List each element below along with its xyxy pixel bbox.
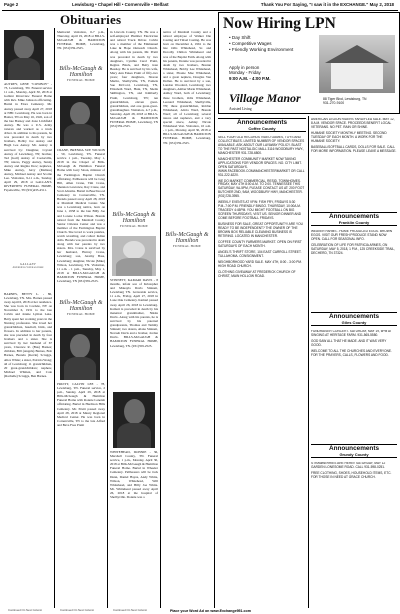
paper-title: Lewisburg • Chapel Hill • Cornersville • Belfast — [72, 2, 169, 7]
portrait-photo — [60, 328, 100, 380]
ad-benefit: • Friendly Working Environment — [229, 47, 294, 53]
obit-continued: Memorial visitation, 6-7 p.m., Thursday, April 19, 2018 at BILLS-McGAUGH & HAMILTON FUNERAL HOME, Lewisburg, TN. (931)359-2525. — [57, 30, 105, 51]
obit-barnes: BARNES, BETTY L. - 86, Lewisburg, TN. Mrs. Barnes passed away April 6, 2018 at her residence. She was born in Cordele, NY on November 6, 1931 to the late Calvin and Jennie Lyman Lake. Betty spent her working years in the Nursing profession. She loved her grandchildren, baseball, birds, and flowers. In addition to her parents, she was preceded in death by four brothers and a sister. She is survived by her husband of 67 years, Clarence R. (Bus) Barnes; children, Bill (Angela) Barnes, Bob Barnes, Brenda (Kevin) Scruggs, Alice White; a sister, Patricia Wong; all of Lewisburg; 11 grandchildren, 20 great-grandchildren; nephew, Michael Whitten, and Cole (Rachelle) Scruggs, Ben Barnes. — [4, 292, 52, 378]
apply-days: Monday - Friday — [229, 70, 261, 76]
funeral-home-logo — [163, 232, 211, 254]
funeral-home-name: Bills-McGaugh & Hamilton — [59, 66, 103, 78]
continued-note-3: Continued On Next Column — [113, 608, 148, 612]
village-manor-logo — [229, 89, 301, 111]
funeral-home-sub: FUNERAL HOME — [66, 78, 96, 82]
ad-benefit: • Day Shift — [229, 35, 251, 40]
portrait-photo — [113, 392, 155, 448]
classified-item: CELEBRATION OF LIFE FOR PATRICIA ARMES, ON SATURDAY, MAY 5, 2018, 1 P.M., 125 CREEKSIDE TRAIL, DECHERD, TN 37324. — [311, 242, 396, 255]
classified-item: WEEKLY EVENTS AT VFW: FISH FRY, FRIDAYS 5:30 P.M.-7:00 P.M. FRIENDLY BINGO. THURSDAY, 10:00A.M. TRAGEDY 4:45PM. YOU MIGHT FOOTBALL ON BIG SCREEN THURSDAYS, VISIT US. SENIOR DINNER AND COME BEFORE FOOTBALL FRIDAYS. — [218, 200, 302, 221]
classified-item: GOD SAW ALL THAT HE MADE. AND IT WAS VERY GOOD. — [311, 338, 387, 347]
column-rule — [214, 28, 215, 608]
section-header-coffee — [218, 118, 306, 132]
classified-item: STRAWBERRIES ARE HERE!! SATURDAY, MAY 12 GARDEN LONESOME ROAD. CALL 931-598-0251. — [311, 462, 386, 469]
obit-whitehead-cont: native of Marshall County and a retired employee of Walker Die Casting and Tittsel Casting. He was born on December 4, 1961 to the late Odis Whitehead, Sr. and Dorothy Chilton Whitehead and was of the Baptist Faith. Along with his parents, Donnie was preceded in death by two brothers, Bonnie Whitehead, Bobby Lee Whitehead, a sister, Phonie Mae Whitehead, and a great nephew, Douglas Van Dollen. He is survived by a son, Landon Woodard, Lewisburg; two daughters, Amber Marie Whitehead, Ashley Ward, both of Lewisburg; three brothers, Odis Whitehead, Leonard Whitehead, Shelbyville, TN; three grandchildren, Robbie Whitehead, Alicia Ward, Brenda Ward; all of Lewisburg; several nieces and nephews, and a very special niece, Ashley Nicole Whitehead Vest. Visitation, 10 a.m. - 1 p.m., Monday, April 30, 2018 at BILLS-McGAUGH & HAMILTON FUNERAL HOME, Lewisburg, TN. (931)359-2525. — [163, 30, 211, 145]
classified-item: FUNDRAISER CONCERT. SATURDAY, MAY 19, 6PM AT SINGING AT HERITAGE FARM. 931-565-5580. — [311, 330, 392, 337]
apply-line: Apply in person — [229, 65, 260, 70]
apply-hours: 9:00 A.M. - 4:00 P.M. — [229, 75, 271, 81]
classified-item: WEAVER FARMS - HOME PRODUCED EGGS. BROWN EGGS. VISIT OUR FRESH PRODUCE STAND NOW OPEN. CALL FOR SEASONAL INFO. — [311, 230, 393, 241]
classifieds-franklin — [311, 230, 397, 310]
section-header-label: Announcements — [236, 119, 288, 126]
page-number: Page 2 — [4, 2, 19, 7]
section-header-label: Announcements — [328, 445, 380, 452]
section-header-franklin — [311, 212, 397, 226]
classifieds-grundy — [311, 462, 397, 602]
classified-item: BASEBALL/SOFTBALL CARDS, DOLLS FOR SALE. CALL FOR MORE INFORMATION. PLEASE LEAVE A MESSAGE. — [311, 144, 397, 153]
obit-whitehead: WHITEHEAD, DONNIE - 36, Marshall County, TN. Funeral service, 1 p.m., Monday, April 30, 2018 at Bills-McGaugh & Hamilton Funeral Home. Burial in Wheeler Cemetery. Pallbearers will be Jack Dunn, Daniel Hayes, Andy White, Wilson, Whitehead, Will Whitehead, and Billy Joe White. Mr. Whitehead passed away April 26, 2018 at the hospital of Shelbyville. Donnie was a — [110, 450, 158, 500]
logo-text: Village Manor — [229, 91, 301, 105]
obit-stinnett: STINNETT, KAMARI DAVIS - 8 months, infant son of Kristopher and Makayla Davis Stinnett, Lewisburg TN. Graveside service, 11 a.m., Friday, April 27, 2018 in Lone Oak Cemetery. Kamari passed away April 26, 2018 in Lewisburg. Kamari is preceded in death by his maternal grandmother, Nikita Davis. Along with his parents, he is survived by his paternal grandparents, Thomas and Tammy Stinnett; two sisters, Alana Stinnett, Nevaeh Davis and a brother, Jordan Davis. BILLS-McGAUGH & HAMILTON FUNERAL HOME, Lewisburg, TN. (931)359-2525. — [110, 278, 158, 348]
classified-item: MANCHESTER COMMUNITY MARKET NOW TAKING APPLICATIONS FOR VENDOR SPACES. NO. CITY LIMIT. OPEN SATURDAYS. WWW.FACEBOOK.COM/MANCHESTERMARKET OR CALL 931-222-6220. — [218, 156, 305, 177]
portrait-photo — [60, 96, 100, 146]
column-rule — [107, 28, 108, 608]
obit-pruitt-cont: in Lincoln County, TN. He was a self-employed Plumber Electrician and retired Truck Driver. Calvin was a member of the Emmanuel Lake & Hope Outreach Church. Along with his parents, Mr. Pruitt was preceded in death by two daughters, Cynthia Carol Pruitt, Regina Black, and Betty Jean Beasley. He is survived by his wife, Mary Ann Eakes Pruitt of fifty-two years; four daughters, Sharon Martin, Shelbyville, TN, Pamela Sue McCord, Lewisburg, TN, Elizabeth Ward, Hunt, TN, Sheila Skillington, TN, and Kimberly Pruitt, Lewisburg, TN; ten grandchildren, eleven great-grandchildren, and one great-great-granddaughter. Visitation, 4-7 p.m., Saturday, April 28, 2018 at BILLS-McGAUGH & HAMILTON FUNERAL HOME, Lewisburg, TN (931)359-2525. — [110, 30, 158, 129]
funeral-home-logo — [57, 300, 105, 324]
classified-item: COFFEE COUNTY FARMERS MARKET. OPEN ON FIRST SATURDAYS OF EACH MONTH. — [218, 239, 302, 248]
funeral-home-sub: FUNERAL HOME — [172, 244, 202, 248]
classified-item: WE DO MARKET COMMERCIAL, RESID. TOWNHOMES. FRIDAY, MAY 4TH 8:00 A.M. TO 2:00. TENNESSEE THIS SATURDAY, 9A-5PM, PLEASE CONTACT US AT: 200 FOOT BUTCHER 2ND, 9AM, WOODBURY HWY, MANCHESTER. (931)728-3955. — [218, 178, 305, 199]
classified-item: CLOTHING GIVEAWAY AT FREDERICK CHURCH OF CHRIST, MAIN HOLLOW ROAD. — [218, 269, 296, 278]
funeral-home-name: Bills-McGaugh & Hamilton — [59, 300, 103, 312]
logo-sub: Assisted Living — [229, 107, 252, 111]
classified-item: HUMANE SOCIETY MONTHLY MEETING. SECOND TUESDAY OF EACH MONTH. A WORK FOR THE HUMANE SOCIETY. — [311, 130, 387, 143]
address-line: 88 Tiger Blvd, Lewisburg, TN — [323, 97, 367, 101]
classified-item: AMERICAN LEGION RIDERS YARD/FLEA SALE. MAY 12, 8 A.M. VENDOR SPACE. PROCEEDS BENEFIT LOCAL VETERANS. NO PET. RAIN OR SHINE. — [311, 118, 395, 129]
gallant-logo-sub: RIVERVIEW FUNERAL HOME — [12, 266, 44, 269]
funeral-home-logo — [57, 66, 105, 90]
funeral-home-logo — [110, 212, 158, 234]
infant-photo — [112, 236, 156, 276]
classified-item: NEIGHBORHOOD YARD SALE. MAY 4TH, 8:00 - 3:00 PM. HIGH ROAD CHURCH. — [218, 259, 302, 268]
funeral-home-name: Bills-McGaugh & Hamilton — [112, 212, 156, 224]
section-header-county: Franklin County — [338, 220, 370, 225]
classified-item: ANGEL'S THRIFT STORE, 104 EAST CARROLL STREET. TULLAHOMA. CONSIGNMENT. — [218, 249, 302, 258]
classified-item: BUSINESS FOR SALE, GREAT OPPORTUNITY! ARE YOU READY TO BE INDEPENDENT? THE OWNER OF THE BROWN BOX RELIABLE CLEANING BUSINESS IS RETIRING. LOCATED IN MANCHESTER. — [218, 222, 303, 238]
funeral-home-sub: FUNERAL HOME — [66, 312, 96, 316]
obit-pruitt: PRUITT, CALVIN LEE - 78, Lewisburg, TN. Funeral service, 2 p.m., Sunday, April 29, 2018 at Bills-McGaugh & Hamilton Funeral Home with Ronnie Laneiah officiating. Burial in Hardison Hills Cemetery. Mr. Pruitt passed away April 28, 2018 at Maury Regional Medical Center. He was born in Cornersville, TN to the late Alfred and Beva Free Pruitt — [57, 382, 105, 427]
column-rule — [160, 28, 161, 608]
header-tagline: Thank You For Saying, "I saw it in the EXCHANGE." May 2, 2018 — [260, 2, 394, 7]
gallant-logo — [4, 262, 52, 288]
building-photo — [319, 35, 395, 93]
obit-autrey: AUTREY, GENE "COWBOY" - 73, Lewisburg, TN. Funeral service 11 a.m., Monday, April 30, 2018 at Gallant Riverview Funeral Home with Rev. Mike Johnson officiating. Burial in Elora Cemetery. Mr. Autrey passed away April 27, 2018 at NHC Lewisburg. He was born in Baxter, TN on May 16, 1945, son of the late Barney and Josie Litchfield Autrey. He was a U.S. Army veteran and worked as a truck driver. In addition to his parents, he was preceded in death by two brothers, Bobby Joe Autrey and Hugh Lee Autrey. Mr. Autrey is survived by: Daughter, Crystal Autrey of Lewisburg, TN; brother, Ted (Gail) Autrey of Cookeville, TN; nieces, Peggy Autrey, Sunny Autrey and Regina Dow; nephews, Mike Autrey, Jerry (Melissa) Autrey, Michael Autrey and Scottie Lee. Visitation, 9-11 a.m., Sunday, April 29, 2018 at GALLANT-RIVERVIEW FUNERAL HOME, Fayetteville, TN (931)433-4511. — [4, 82, 52, 193]
classified-item: WELCOME TO ALL THE CHURCHES AND EVERYONE. FOR THE PRAYERS, CALLS, FLOWERS AND FOOD. — [311, 348, 392, 357]
portrait-photo — [4, 30, 44, 80]
ad-apply — [229, 65, 270, 81]
obit-crane: CRANE, BRENDA SUE WILSON - 59, Lewisburg, TN. Funeral service 1 p.m., Tuesday, May 1, 2018 in the Chapel of Bills-McGaugh & Hamilton Funeral Home with Gary Sloan, minister of the Farmington Baptist Church officiating. Pallbearers will be Greg Hill, Allen Crane, Tim Crane, Shannon Lawrence, Ray Crane, and Scott Abrams. Burial in Beechwood Cemetery in Cornersville, TN. Brenda passed away April 28, 2018 at Marshall Medical Center. She was a Lewisburg native, born on June 1, 1958 to the late Billy Joe and Lorene Locke Wilson. Brenda retired from the Marshall County Senior Citizens Center and was a member of the Farmington Baptist Church. She loved to work puzzles, watch wrestling, and collect Indian dolls. Brenda was preceded in death along with her parents by two sisters. Mrs. Crane is survived by her husband, Harvey Crane, Lewisburg; son, Jeremy Bass, Lewisburg; daughter, Nicole (Mike) Wilson, Lewisburg, TN. Visitation, 11 a.m. - 1 p.m., Tuesday, May 1, 2018 at BILLS-McGAUGH & HAMILTON FUNERAL HOME, Lewisburg, TN (931)359-2525. — [57, 148, 105, 283]
continued-note-1: Continued On Next Column — [8, 608, 43, 612]
classifieds-col-2 — [311, 118, 397, 188]
column-rule — [308, 116, 309, 608]
section-header-county: Grundy County — [339, 452, 369, 457]
ad-benefits — [229, 35, 293, 54]
section-header-county: Coffee County — [248, 126, 276, 131]
ad-title: Now Hiring LPN — [223, 15, 336, 32]
phone-line: 931-270-9100 — [323, 101, 345, 106]
ad-benefit: • Competitive Wages — [229, 41, 272, 47]
classified-item: FREE CLOTHING, SHOES, HOUSEHOLD ITEMS, ETC. FOR THOSE IN NEED AT GRACE CHURCH. — [311, 470, 392, 479]
classified-item: SELL YOUR OLD RECORDS VIDEO GAMES, TOYS AND COLLECTIBLES. LIMITED NUMBER OF VENDOR SPACES AVAILABLE. ASK ABOUT OUR LAYAWAY POLICY. BLAST TO THE PAST NOSTALGIC MALL 3116 WOODBURY HWY., MANCHESTER 931-728-6800. — [218, 136, 305, 155]
section-header-grundy — [311, 444, 397, 458]
classifieds-col-1 — [218, 136, 306, 606]
funeral-home-sub: FUNERAL HOME — [119, 224, 149, 228]
section-header-label: Announcements — [328, 213, 380, 220]
ad-address — [323, 97, 366, 105]
funeral-home-name: Bills-McGaugh & Hamilton — [165, 232, 209, 244]
place-ad-note: Place your Word Ad on www.Exchange951.com — [170, 609, 251, 613]
gallant-logo-text: GALLANT — [19, 262, 37, 266]
hiring-ad[interactable] — [218, 12, 400, 114]
column-rule — [54, 28, 55, 608]
section-title: Obituaries — [60, 12, 122, 27]
section-header-county: Giles County — [341, 320, 367, 325]
page-header — [2, 1, 398, 11]
section-header-label: Announcements — [328, 313, 380, 320]
classifieds-giles — [311, 330, 397, 440]
section-header-giles — [311, 312, 397, 326]
continued-note-2: Continued On Next Column — [60, 608, 95, 612]
